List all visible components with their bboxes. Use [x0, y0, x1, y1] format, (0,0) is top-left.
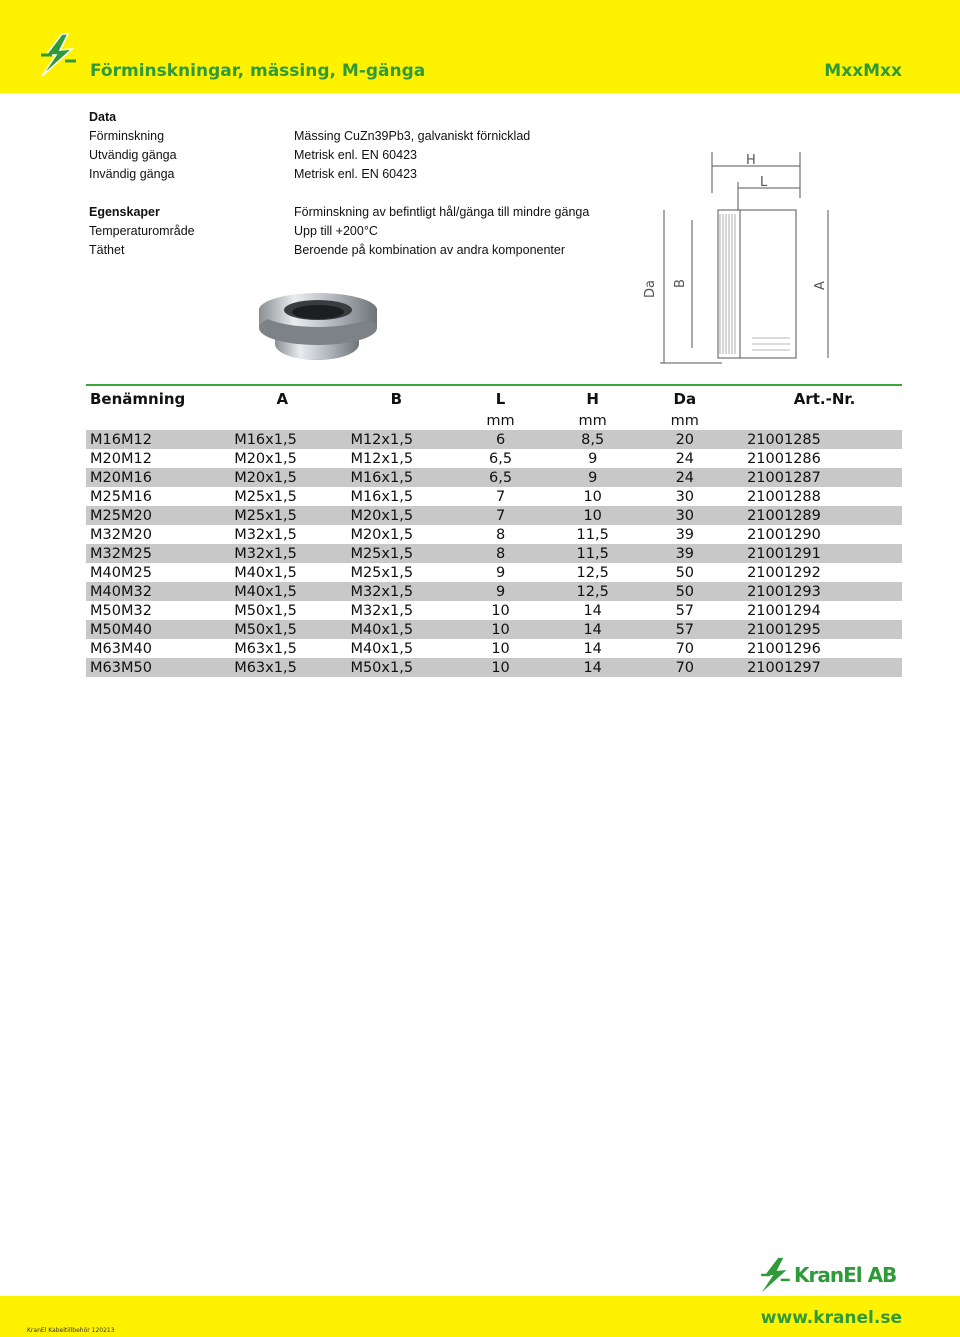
column-header: Art.-Nr. [793, 389, 856, 408]
table-cell: M12x1,5 [340, 430, 452, 449]
unit-cell [86, 411, 224, 430]
table-cell: M32x1,5 [234, 526, 297, 543]
table-cell: 6 [452, 430, 549, 449]
table-cell: M25M20 [86, 506, 224, 525]
spec-value: Mässing CuZn39Pb3, galvaniskt förnicklad [294, 129, 531, 143]
column-header: A [276, 389, 289, 408]
table-cell: 12,5 [549, 582, 637, 601]
spec-value: Upp till +200°C [294, 224, 378, 238]
drawing-label-da: Da [643, 280, 658, 298]
table-cell: 7 [495, 488, 506, 505]
table-cell: M32M25 [86, 544, 224, 563]
table-cell: M25M16 [90, 488, 152, 505]
table-cell: 21001291 [733, 544, 902, 563]
table-cell: 11,5 [549, 544, 637, 563]
table-cell: M50x1,5 [224, 620, 340, 639]
column-header: H [586, 389, 599, 408]
spec-value: Metrisk enl. EN 60423 [294, 167, 417, 181]
spec-value: Metrisk enl. EN 60423 [294, 148, 417, 162]
table-cell: 9 [588, 450, 598, 467]
table-cell: 10 [452, 620, 549, 639]
table-row [86, 658, 902, 677]
table-cell: 12,5 [576, 564, 609, 581]
table-row [86, 601, 902, 620]
table-cell: M40x1,5 [340, 620, 452, 639]
table-cell: M50x1,5 [234, 602, 297, 619]
table-cell: 7 [452, 506, 549, 525]
table-cell: 11,5 [576, 526, 609, 543]
table-cell: M63x1,5 [224, 658, 340, 677]
table-cell: M25x1,5 [340, 544, 452, 563]
table-cell: M50x1,5 [340, 658, 452, 677]
table-cell: 21001292 [747, 564, 821, 581]
table-cell: M20x1,5 [340, 506, 452, 525]
spec-label: Förminskning [89, 129, 165, 143]
drawing-label-h: H [746, 153, 756, 168]
table-cell: M50M32 [90, 602, 152, 619]
table-cell: M25x1,5 [234, 488, 297, 505]
table-cell: M40x1,5 [234, 564, 297, 581]
table-cell: M40x1,5 [224, 582, 340, 601]
table-cell: M25x1,5 [224, 506, 340, 525]
table-cell: 21001293 [733, 582, 902, 601]
table-cell: M40M25 [90, 564, 152, 581]
table-cell: 8 [452, 544, 549, 563]
table-cell: 14 [549, 620, 637, 639]
table-cell: 14 [549, 658, 637, 677]
spec-label: Utvändig gänga [89, 148, 177, 162]
table-row [86, 449, 902, 468]
table-cell: M20x1,5 [234, 450, 297, 467]
lightning-bolt-icon [758, 1257, 792, 1293]
spec-label: Invändig gänga [89, 167, 175, 181]
table-cell: 10 [491, 602, 510, 619]
table-cell: M32M20 [90, 526, 152, 543]
spec-value: Beroende på kombination av andra komponenter [294, 243, 566, 257]
table-cell: 21001295 [733, 620, 902, 639]
table-cell: M16M12 [86, 430, 224, 449]
table-cell: 10 [491, 640, 510, 657]
table-cell: 8,5 [549, 430, 637, 449]
table-cell: 21001287 [733, 468, 902, 487]
unit-cell: mm [578, 412, 607, 429]
lightning-bolt-icon [38, 33, 78, 77]
table-cell: M63x1,5 [234, 640, 297, 657]
table-cell: 21001289 [733, 506, 902, 525]
table-row [86, 563, 902, 582]
unit-cell: mm [670, 412, 699, 429]
table-cell: 21001286 [747, 450, 821, 467]
table-cell: 39 [637, 544, 734, 563]
table-cell: 21001290 [747, 526, 821, 543]
table-cell: 9 [549, 468, 637, 487]
table-row [86, 582, 902, 601]
table-row [86, 639, 902, 658]
table-cell: 24 [637, 468, 734, 487]
unit-cell: mm [486, 412, 515, 429]
drawing-label-l: L [760, 175, 768, 190]
table-cell: 20 [637, 430, 734, 449]
table-cell: 10 [452, 658, 549, 677]
table-cell: 21001285 [733, 430, 902, 449]
table-row [86, 544, 902, 563]
drawing-label-b: B [673, 279, 688, 288]
spec-label: Temperaturområde [89, 224, 195, 238]
table-cell: 8 [495, 526, 506, 543]
table-header-row [86, 386, 902, 411]
table-cell: 70 [637, 658, 734, 677]
table-cell: 21001297 [733, 658, 902, 677]
column-header: Benämning [90, 389, 186, 408]
table-cell: M40x1,5 [350, 640, 414, 657]
header-bar [0, 0, 960, 93]
column-header: Da [673, 389, 697, 408]
table-cell: 50 [675, 564, 695, 581]
brand-logo [758, 1257, 908, 1293]
table-cell: 9 [452, 582, 549, 601]
table-cell: 14 [583, 602, 602, 619]
table-row [86, 506, 902, 525]
table-cell: M16x1,5 [350, 488, 414, 505]
table-cell: 9 [495, 564, 506, 581]
table-cell: M16x1,5 [224, 430, 340, 449]
table-cell: M32x1,5 [224, 544, 340, 563]
table-cell: 14 [583, 640, 602, 657]
table-cell: M32x1,5 [340, 582, 452, 601]
table-cell: M50M40 [86, 620, 224, 639]
product-code: MxxMxx [824, 61, 902, 81]
product-photo [255, 290, 385, 370]
table-cell: 30 [637, 506, 734, 525]
table-units-row [86, 411, 902, 430]
table-cell: M20x1,5 [224, 468, 340, 487]
table-cell: M25x1,5 [350, 564, 414, 581]
website-link[interactable]: www.kranel.se [760, 1308, 902, 1328]
table-row [86, 620, 902, 639]
table-cell: 39 [675, 526, 695, 543]
unit-cell [340, 411, 452, 430]
brand-name: KranEl AB [794, 1263, 897, 1287]
table-row [86, 525, 902, 544]
table-cell: M12x1,5 [350, 450, 414, 467]
table-cell: M16x1,5 [340, 468, 452, 487]
table-cell: 57 [637, 620, 734, 639]
column-header: B [390, 389, 403, 408]
table-cell: 50 [637, 582, 734, 601]
table-cell: 24 [675, 450, 695, 467]
drawing-label-a: A [813, 281, 828, 290]
table-cell: M40M32 [86, 582, 224, 601]
table-cell: 10 [549, 506, 637, 525]
properties-value: Förminskning av befintligt hål/gänga till mindre gänga [294, 205, 590, 219]
data-heading: Data [89, 110, 117, 124]
table-cell: 70 [675, 640, 695, 657]
page-title: Förminskningar, mässing, M-gänga [90, 61, 426, 81]
table-row [86, 430, 902, 449]
table-cell: 57 [675, 602, 695, 619]
table-cell: M20x1,5 [350, 526, 414, 543]
table-cell: 6,5 [489, 450, 513, 467]
table-cell: M63M50 [86, 658, 224, 677]
table-cell: 21001288 [747, 488, 821, 505]
footer-note: KranEl Kabeltillbehör 120213 [27, 1327, 115, 1334]
table-cell: M20M16 [86, 468, 224, 487]
table-row [86, 487, 902, 506]
table-cell: 21001296 [747, 640, 821, 657]
table-cell: M20M12 [90, 450, 152, 467]
product-table [86, 384, 902, 677]
table-cell: 30 [675, 488, 695, 505]
spec-label: Täthet [89, 243, 125, 257]
table-cell: 6,5 [452, 468, 549, 487]
unit-cell [733, 411, 902, 430]
table-cell: 21001294 [747, 602, 821, 619]
table-row [86, 468, 902, 487]
properties-heading: Egenskaper [89, 205, 160, 219]
table-cell: M32x1,5 [350, 602, 414, 619]
table-cell: M63M40 [90, 640, 152, 657]
column-header: L [495, 389, 506, 408]
technical-drawing [640, 148, 840, 373]
table-cell: 10 [583, 488, 602, 505]
unit-cell [224, 411, 340, 430]
